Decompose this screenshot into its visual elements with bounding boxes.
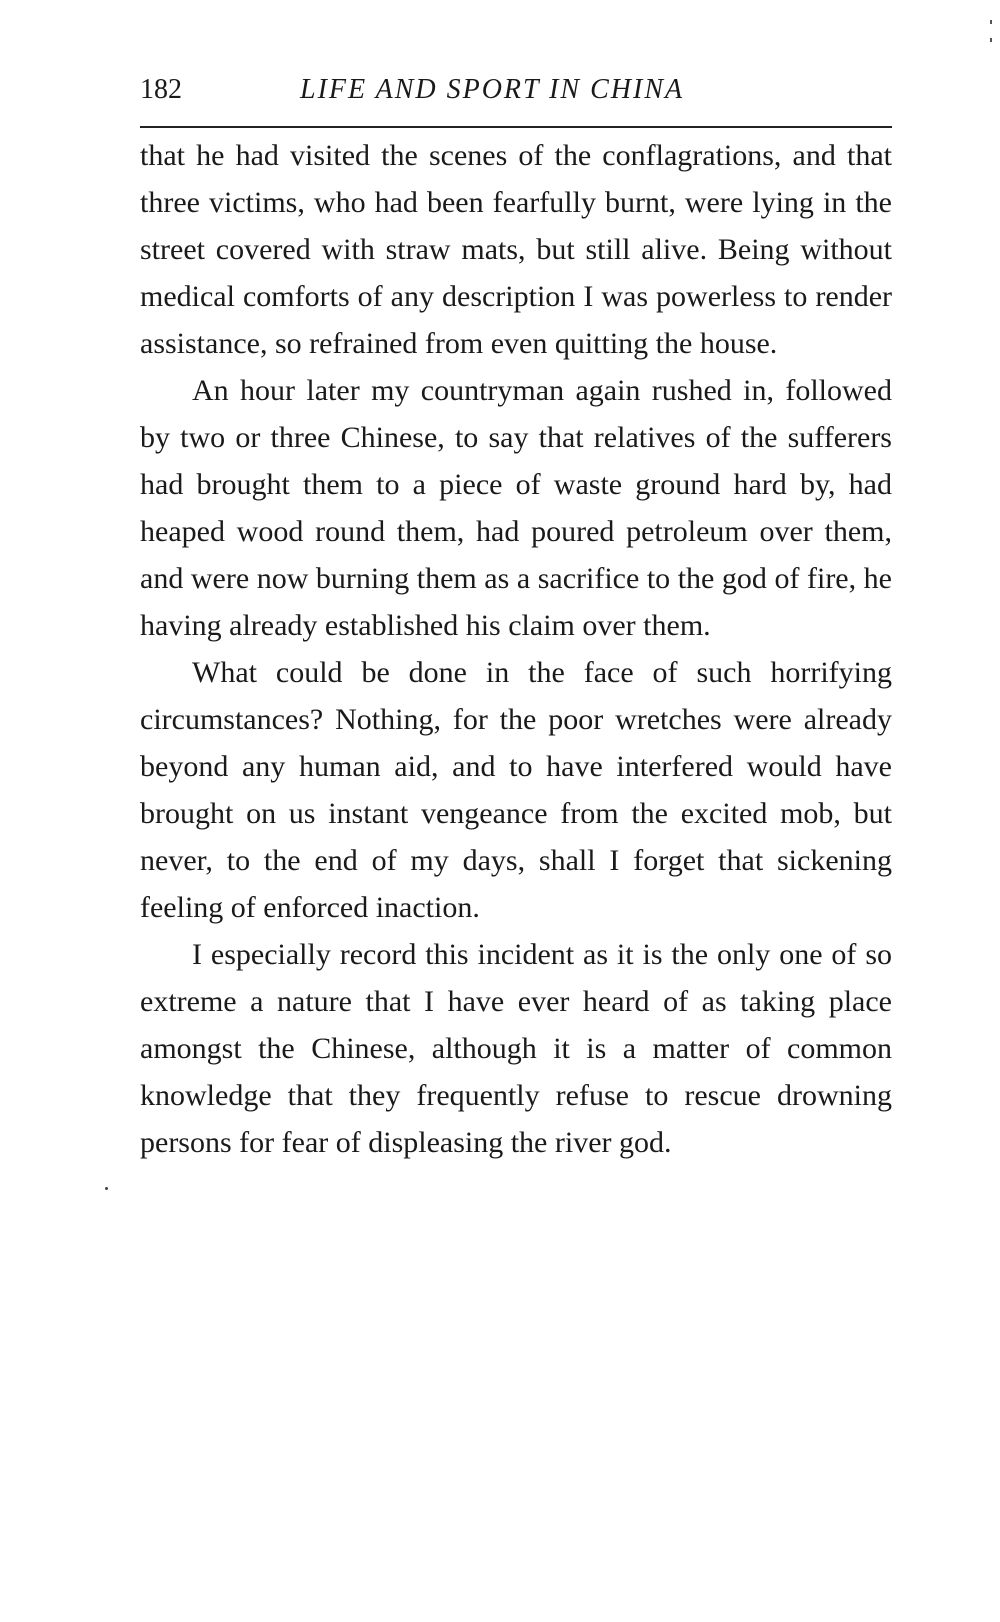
- edge-mark: [990, 38, 992, 42]
- running-title: LIFE AND SPORT IN CHINA: [300, 74, 685, 105]
- body-text: [140, 132, 892, 1166]
- edge-mark: [990, 20, 992, 24]
- paragraph: I especially record this incident as it is the only one of so extreme a nature that I have ever heard of as taking place amongst the Chinese, although it is a matter of common knowledge that they frequently refuse to rescue drowning persons for fear of displeasing the river god.: [140, 938, 892, 1159]
- paragraph: An hour later my countryman again rushed in, followed by two or three Chinese, to say that relatives of the sufferers had brought them to a piece of waste ground hard by, had heaped wood round them, had poured petroleum over them, and were now burning them as a sacrifice to the god of fire, he having already established his claim over them.: [140, 374, 892, 642]
- page-number: 182: [140, 74, 182, 105]
- paragraph: that he had visited the scenes of the conflagrations, and that three victims, who had been fearfully burnt, were lying in the street covered with straw mats, but still alive. Being without medical comforts of any description I was powerless to render assistance, so refrained from even quitting the house.: [140, 139, 892, 360]
- stray-ink-mark: [105, 1187, 108, 1190]
- header-rule: [140, 126, 892, 128]
- page-header: [140, 70, 892, 110]
- paragraph: What could be done in the face of such horrifying circumstances? Nothing, for the poor wretches were already beyond any human aid, and to have interfered would have brought on us instant vengeance from the excited mob, but never, to the end of my days, shall I forget that sickening feeling of enforced inaction.: [140, 656, 892, 924]
